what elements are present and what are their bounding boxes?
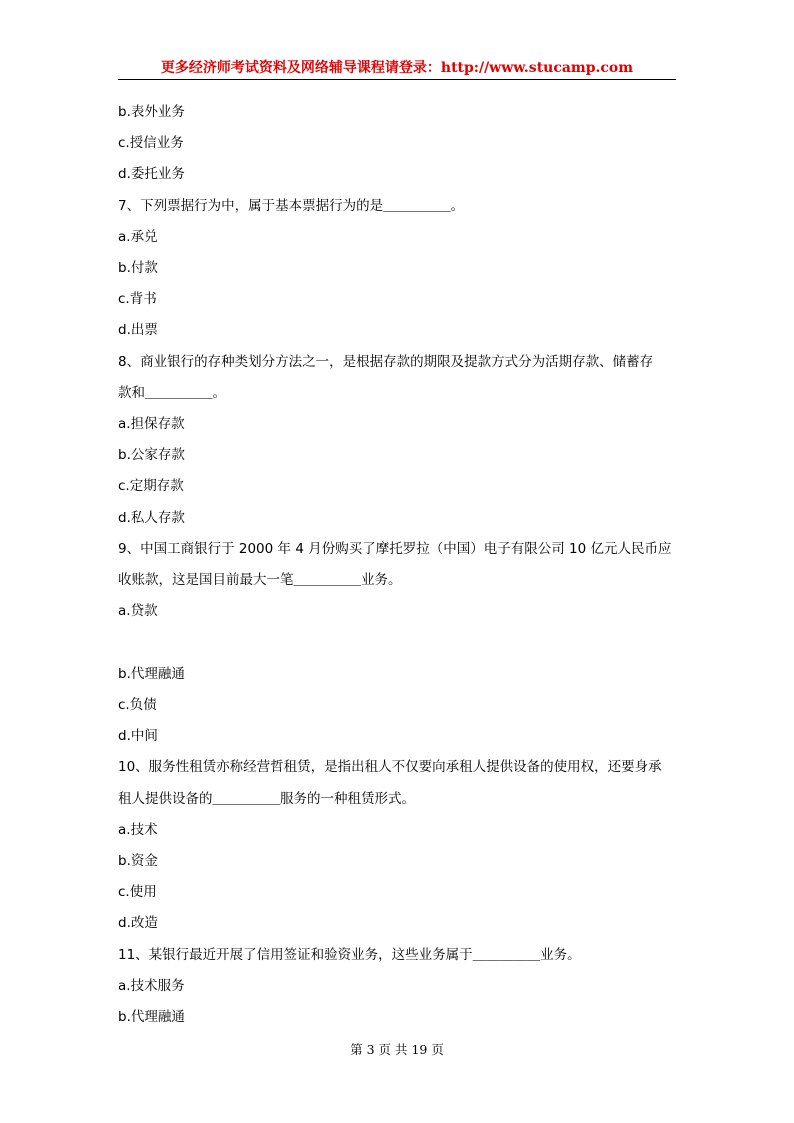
question-line: 租人提供设备的＿＿＿＿＿服务的一种租赁形式。 [118, 791, 415, 807]
page-number-footer: 第 3 页 共 19 页 [350, 1042, 444, 1057]
option-line: c.定期存款 [118, 478, 184, 494]
option-line: a.技术服务 [118, 978, 185, 994]
option-line: a.贷款 [118, 603, 158, 619]
option-line: a.担保存款 [118, 416, 185, 432]
option-line: b.代理融通 [118, 1009, 185, 1025]
option-line: a.技术 [118, 822, 158, 838]
option-line: d.中间 [118, 728, 158, 744]
question-line: 7、下列票据行为中，属于基本票据行为的是＿＿＿＿＿。 [118, 198, 465, 214]
option-line: d.改造 [118, 915, 158, 931]
option-line: d.委托业务 [118, 166, 185, 182]
question-line: 10、服务性租赁亦称经营哲租赁，是指出租人不仅要向承租人提供设备的使用权，还要身承 [118, 759, 662, 775]
question-line: 9、中国工商银行于 2000 年 4 月份购买了摩托罗拉（中国）电子有限公司 10 亿元人民币应 [118, 541, 672, 557]
option-line: c.负债 [118, 697, 157, 713]
option-line: d.出票 [118, 322, 158, 338]
page-header [118, 57, 676, 80]
question-line: 收账款，这是国目前最大一笔＿＿＿＿＿业务。 [118, 572, 402, 588]
option-line: b.资金 [118, 853, 158, 869]
option-line: c.授信业务 [118, 135, 184, 151]
option-line: c.使用 [118, 884, 157, 900]
option-line: c.背书 [118, 291, 157, 307]
question-line: 8、商业银行的存种类划分方法之一，是根据存款的期限及提款方式分为活期存款、储蓄存 [118, 354, 654, 370]
question-line: 11、某银行最近开展了信用签证和验资业务，这些业务属于＿＿＿＿＿业务。 [118, 947, 581, 963]
option-line: b.付款 [118, 260, 158, 276]
option-line: b.公家存款 [118, 447, 185, 463]
option-line: d.私人存款 [118, 510, 185, 526]
option-line: a.承兑 [118, 229, 158, 245]
header-promo-text: 更多经济师考试资料及网络辅导课程请登录：http://www.stucamp.com [160, 60, 634, 76]
option-line: b.代理融通 [118, 666, 185, 682]
option-line: b.表外业务 [118, 104, 185, 120]
question-line: 款和＿＿＿＿＿。 [118, 385, 226, 401]
